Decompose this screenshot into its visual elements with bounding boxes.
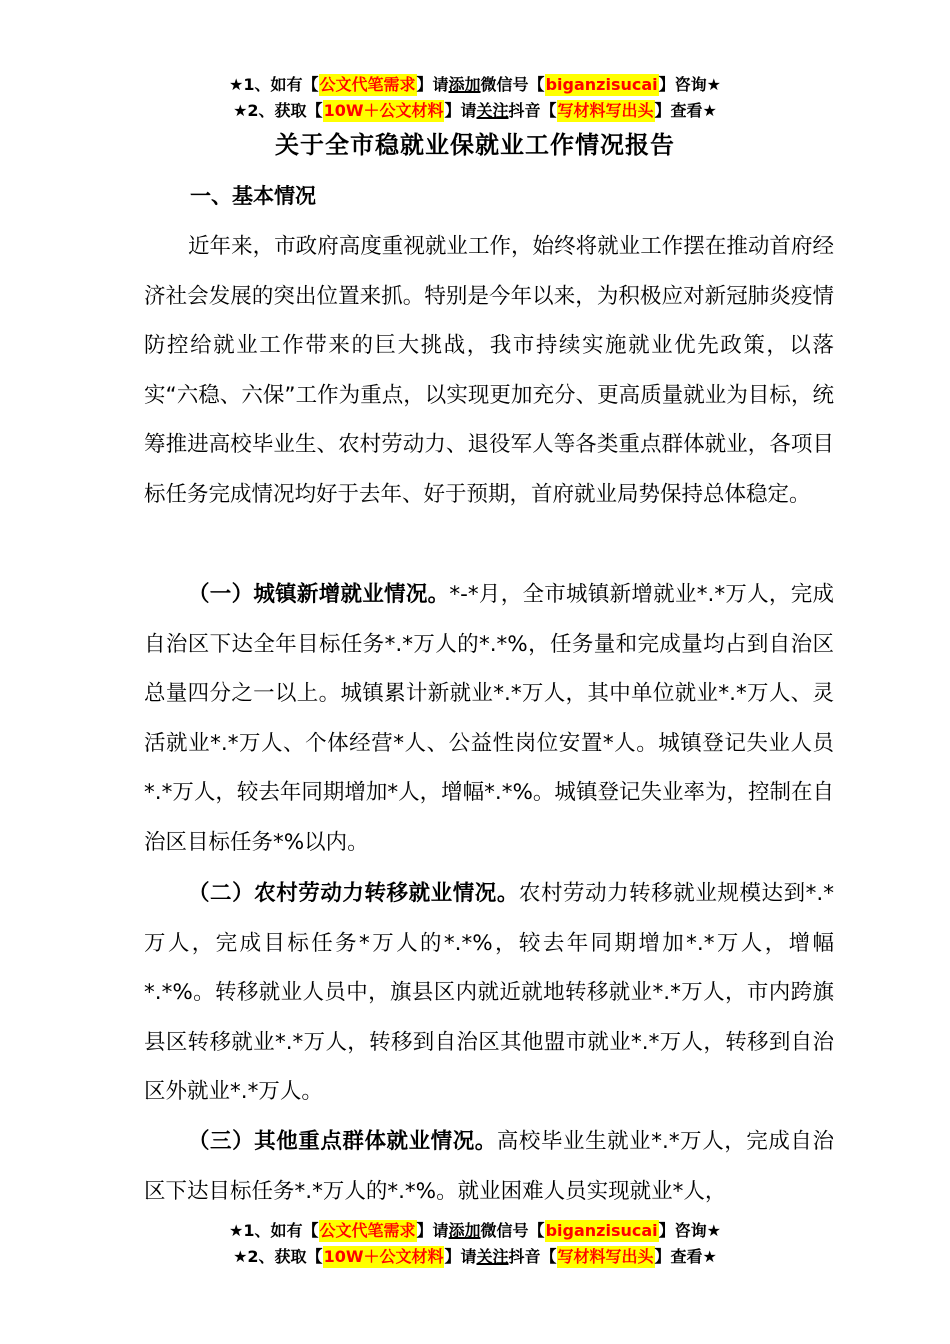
banner-text: 】请 <box>416 1221 449 1240</box>
item1-paragraph <box>144 570 834 868</box>
section-heading: 一、基本情况 <box>190 184 316 208</box>
item2-lead: （二）农村劳动力转移就业情况。 <box>188 881 519 906</box>
banner-line-2 <box>0 98 950 124</box>
bottom-banner <box>0 1218 950 1270</box>
banner-line-2 <box>0 1244 950 1270</box>
highlight-wechat-id: biganzisucai <box>545 1221 658 1240</box>
highlight-wechat-id: biganzisucai <box>545 75 658 94</box>
document-title: 关于全市稳就业保就业工作情况报告 <box>275 131 675 159</box>
highlight-douyin: 写材料写出头 <box>557 1247 654 1266</box>
banner-text: 】请 <box>444 1247 477 1266</box>
item2-paragraph <box>144 869 834 1117</box>
item3-lead: （三）其他重点群体就业情况。 <box>188 1129 497 1154</box>
banner-text: 微信号【 <box>480 1221 545 1240</box>
banner-text: 】查看★ <box>654 1247 717 1266</box>
banner-text: ★2、获取【 <box>233 1247 323 1266</box>
banner-text: ★2、获取【 <box>233 101 323 120</box>
banner-underlined: 添加 <box>448 75 481 94</box>
item1-lead: （一）城镇新增就业情况。 <box>188 582 450 607</box>
highlight-materials: 10W＋公文材料 <box>323 101 444 120</box>
top-banner <box>0 72 950 124</box>
item2-block <box>144 869 834 1117</box>
item1-body: *-*月，全市城镇新增就业*.*万人，完成自治区下达全年目标任务*.*万人的*.*%，任务量和完成量均占到自治区总量四分之一以上。城镇累计新就业*.*万人，其中单位就业*.*万人、灵活就业*.*万人、个体经营*人、公益性岗位安置*人。城镇登记失业人员*.*万人，较去年同期增加*人，增幅*.*%。城镇登记失业率为，控制在自治区目标任务*%以内。 <box>144 582 834 855</box>
banner-underlined: 关注 <box>476 1247 509 1266</box>
banner-underlined: 添加 <box>448 1221 481 1240</box>
item3-block <box>144 1117 834 1216</box>
banner-text: 】咨询★ <box>658 1221 721 1240</box>
banner-line-1 <box>0 1218 950 1244</box>
banner-underlined: 关注 <box>476 101 509 120</box>
banner-text: 】请 <box>444 101 477 120</box>
highlight-service: 公文代笔需求 <box>319 75 416 94</box>
banner-text: 抖音【 <box>508 101 557 120</box>
banner-line-1 <box>0 72 950 98</box>
intro-paragraph-block <box>144 222 834 520</box>
banner-text: 抖音【 <box>508 1247 557 1266</box>
banner-text: ★1、如有【 <box>229 1221 319 1240</box>
banner-text: 微信号【 <box>480 75 545 94</box>
banner-text: 】请 <box>416 75 449 94</box>
highlight-douyin: 写材料写出头 <box>557 101 654 120</box>
item3-paragraph <box>144 1117 834 1216</box>
item3-body: 高校毕业生就业*.*万人，完成自治区下达目标任务*.*万人的*.*%。就业困难人员实现就业*人， <box>144 1129 834 1204</box>
banner-text: ★1、如有【 <box>229 75 319 94</box>
highlight-materials: 10W＋公文材料 <box>323 1247 444 1266</box>
banner-text: 】查看★ <box>654 101 717 120</box>
item1-block <box>144 570 834 868</box>
banner-text: 】咨询★ <box>658 75 721 94</box>
item2-body: 农村劳动力转移就业规模达到*.*万人，完成目标任务*万人的*.*%，较去年同期增加*.*万人，增幅*.*%。转移就业人员中，旗县区内就近就地转移就业*.*万人，市内跨旗县区转移就业*.*万人，转移到自治区其他盟市就业*.*万人，转移到自治区外就业*.*万人。 <box>144 881 834 1105</box>
highlight-service: 公文代笔需求 <box>319 1221 416 1240</box>
intro-paragraph: 近年来，市政府高度重视就业工作，始终将就业工作摆在推动首府经济社会发展的突出位置来抓。特别是今年以来，为积极应对新冠肺炎疫情防控给就业工作带来的巨大挑战，我市持续实施就业优先政策，以落实“六稳、六保”工作为重点，以实现更加充分、更高质量就业为目标，统筹推进高校毕业生、农村劳动力、退役军人等各类重点群体就业，各项目标任务完成情况均好于去年、好于预期，首府就业局势保持总体稳定。 <box>144 234 834 507</box>
